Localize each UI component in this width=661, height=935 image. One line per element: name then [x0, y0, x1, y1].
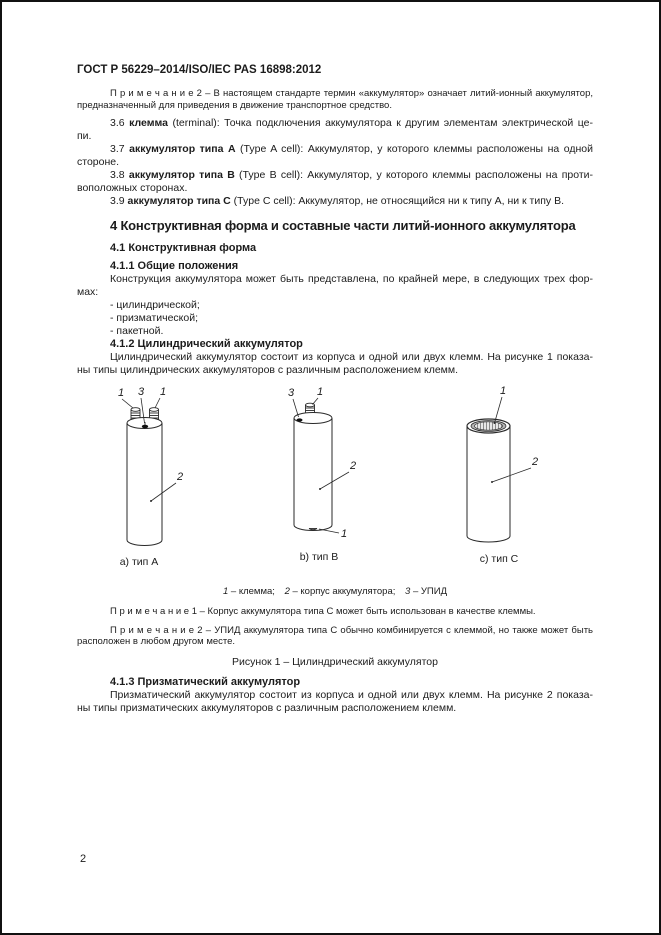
section-heading-4-1-2: 4.1.2 Цилиндрический аккумулятор: [110, 338, 303, 350]
paragraph-line: Призматический аккумулятор состоит из корпуса и одной или двух клемм. На рисунке 2 показа-: [110, 688, 593, 701]
term-word: клемма: [129, 117, 168, 129]
legend-number: 2: [284, 586, 290, 597]
note-line: П р и м е ч а н и е 2 – В настоящем стандарте термин «аккумулятор» означает литий-ионный аккумулятор,: [110, 88, 593, 99]
term-definition-3-7: [77, 143, 593, 169]
paragraph-line: Конструкция аккумулятора может быть представлена, по крайней мере, в следующих трех фор-: [110, 273, 593, 285]
figure-label: 1: [317, 386, 324, 398]
figure-label: 1: [160, 386, 167, 398]
figure-label: 2: [532, 456, 539, 468]
battery-type-c-diagram: [452, 383, 582, 548]
legend-number: 1: [222, 586, 229, 597]
legend-text: – корпус аккумулятора;: [289, 586, 396, 597]
term-number: 3.9: [110, 195, 128, 207]
note-line: расположен в любом другом месте.: [77, 636, 236, 647]
figure-caption-type-c: c) тип C: [479, 553, 519, 565]
term-word: аккумулятор типа В: [128, 169, 235, 181]
term-text: (terminal): Точка подключения аккумулятора к другим элементам электрической це-: [167, 117, 593, 129]
note-paragraph-top: [77, 88, 593, 111]
document-header-title: ГОСТ Р 56229–2014/ISO/IEC PAS 16898:2012: [77, 64, 322, 76]
term-number: 3.7: [110, 143, 130, 155]
definition-line: стороне.: [77, 156, 120, 168]
figure-label: 1: [118, 387, 125, 399]
section-heading-4-1-3: 4.1.3 Призматический аккумулятор: [110, 675, 301, 688]
list-item: - пакетной.: [110, 325, 164, 337]
battery-type-a-diagram: [107, 383, 237, 548]
term-definition-3-8: [77, 169, 593, 195]
definition-line: воположных сторонах.: [77, 182, 188, 194]
figure-note-2: [77, 625, 593, 648]
paragraph-line: ны типы цилиндрических аккумуляторов с различным расположением клемм.: [77, 364, 459, 376]
paragraph-4-1-3: [77, 689, 593, 715]
figure-label: 1: [500, 385, 507, 397]
section-heading-4: 4 Конструктивная форма и составные части литий-ионного аккумулятора: [110, 218, 576, 233]
definition-line: [77, 169, 593, 182]
term-text: (Type C cell): Аккумулятор, не относящийся ни к типу А, ни к типу В.: [230, 195, 564, 207]
figure-1-caption: Рисунок 1 – Цилиндрический аккумулятор: [232, 655, 438, 668]
paragraph-4-1-2: [77, 351, 593, 377]
legend-text: – клемма;: [228, 586, 275, 597]
definition-line: [77, 117, 593, 130]
figure-label: 2: [350, 460, 357, 472]
figure-label: 3: [288, 387, 295, 399]
figure-label: 2: [177, 471, 184, 483]
term-number: 3.8: [110, 169, 129, 181]
paragraph-line: мах:: [77, 286, 99, 298]
term-definition-3-6: [77, 117, 593, 143]
paragraph-line: ны типы призматических аккумуляторов с различным расположением клемм.: [77, 701, 457, 714]
figure-note-1: П р и м е ч а н и е 1 – Корпус аккумулятора типа С может быть использован в качестве клеммы.: [110, 606, 536, 617]
figure-caption-type-a: a) тип А: [119, 556, 159, 568]
term-word: аккумулятор типа А: [129, 143, 236, 155]
paragraph-4-1-1: [77, 273, 593, 299]
page-number: 2: [80, 853, 87, 865]
note-line: П р и м е ч а н и е 2 – УПИД аккумулятора типа С обычно комбинируется с клеммой, но также может быть: [110, 624, 593, 636]
section-heading-4-1-1: 4.1.1 Общие положения: [110, 260, 239, 272]
figure-label: 3: [138, 386, 145, 398]
term-definition-3-9: [77, 195, 593, 208]
figure-1-drawings: [77, 383, 593, 583]
term-word: аккумулятор типа С: [127, 195, 231, 207]
battery-type-b-diagram: [282, 383, 412, 548]
definition-line: пи.: [77, 130, 92, 142]
legend-number: 3: [405, 586, 411, 597]
section-heading-4-1: 4.1 Конструктивная форма: [110, 242, 257, 254]
legend-text: – УПИД: [410, 586, 448, 597]
note-line: предназначенный для приведения в движение транспортное средство.: [77, 99, 392, 111]
list-item: - цилиндрической;: [110, 299, 200, 311]
figure-caption-type-b: b) тип B: [299, 551, 339, 563]
page-content: [77, 64, 593, 715]
term-number: 3.6: [110, 117, 130, 129]
list-item: - призматической;: [110, 312, 199, 324]
term-text: (Type B cell): Аккумулятор, у которого клеммы расположены на проти-: [234, 169, 593, 181]
figure-legend: [77, 585, 593, 598]
paragraph-line: Цилиндрический аккумулятор состоит из корпуса и одной или двух клемм. На рисунке 1 показа-: [110, 351, 593, 363]
definition-line: [77, 143, 593, 156]
definition-line: [77, 195, 593, 208]
term-text: (Type A cell): Аккумулятор, у которого клеммы расположены на одной: [235, 143, 593, 155]
figure-label: 1: [341, 528, 348, 540]
